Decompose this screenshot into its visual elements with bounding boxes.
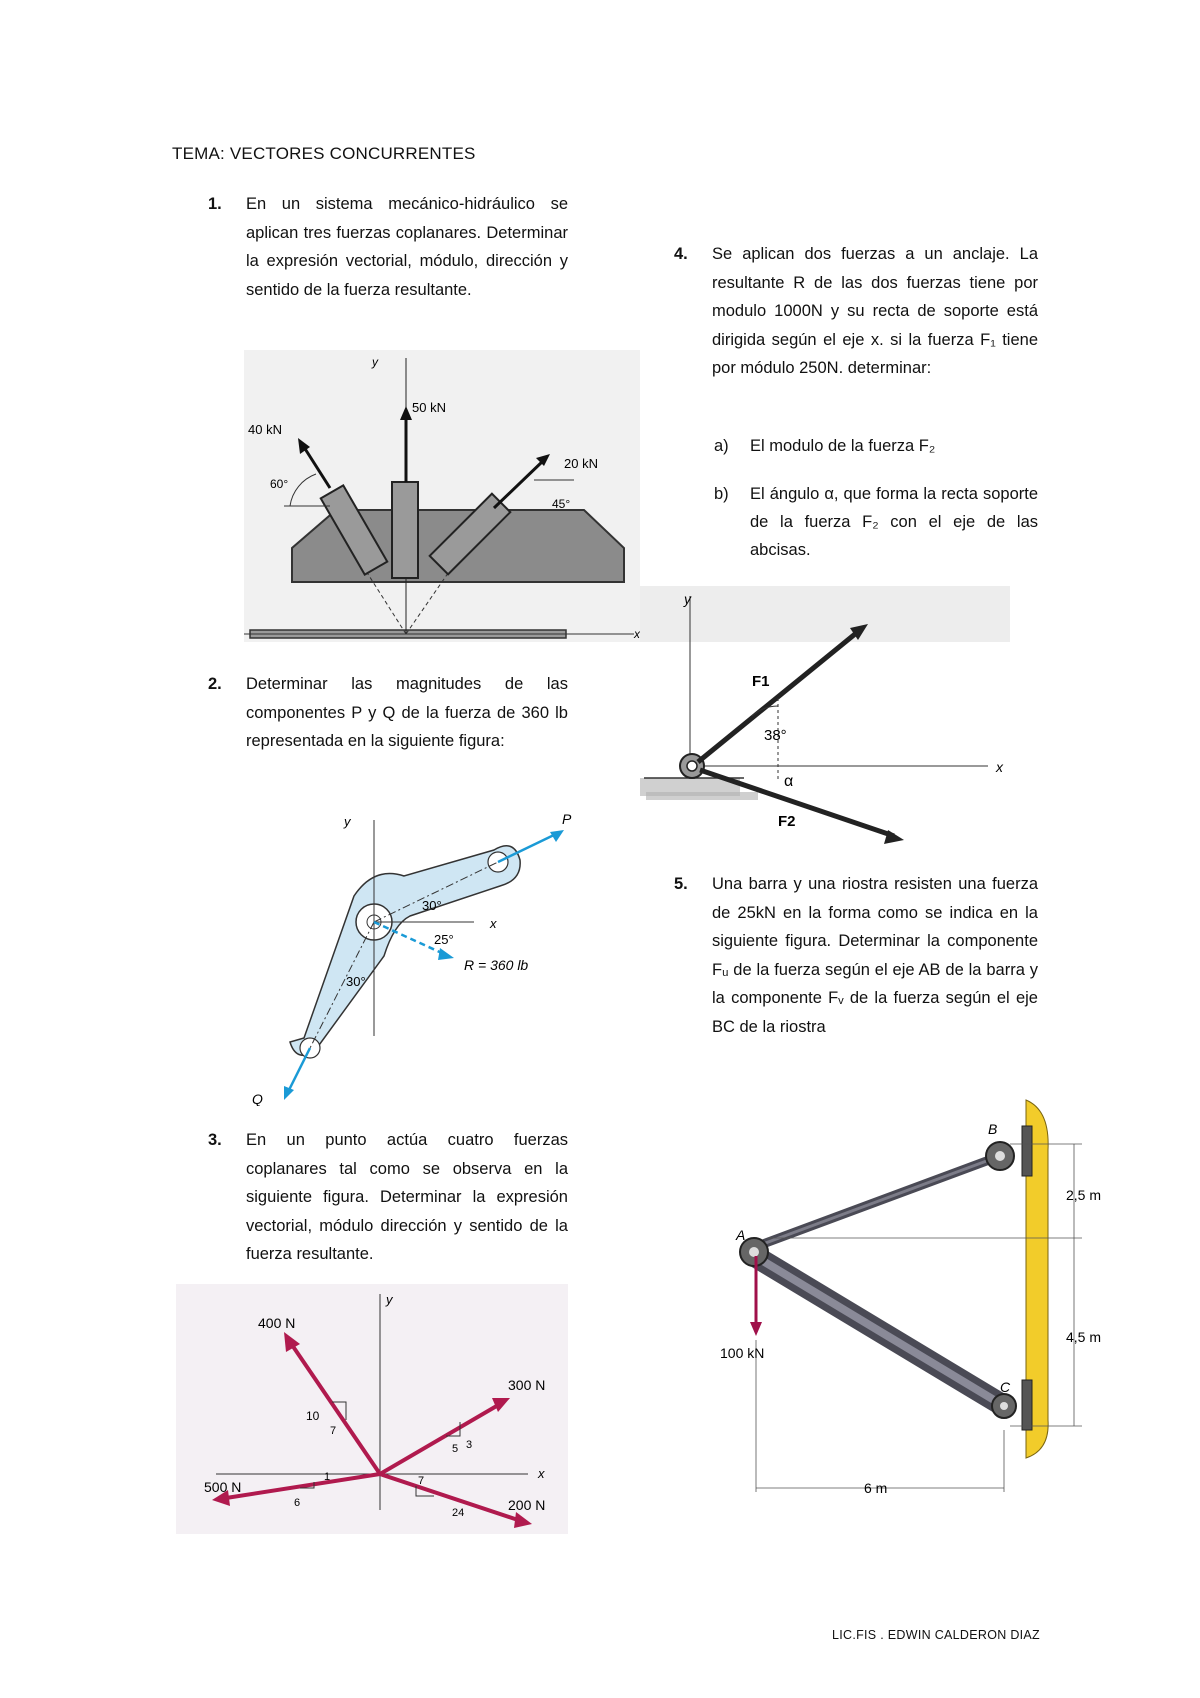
angle-label: 25° <box>434 932 454 947</box>
force-label: 40 kN <box>248 422 282 437</box>
y-axis-label: y <box>386 1292 393 1307</box>
problem-2 <box>208 670 568 756</box>
point-label: A <box>736 1227 746 1243</box>
force-label: Q <box>252 1091 263 1106</box>
force-label: 500 N <box>204 1479 242 1495</box>
figure-5-bar-strut <box>710 1090 1120 1510</box>
problem-4-item-a <box>714 432 1038 460</box>
problem-text: Una barra y una riostra resisten una fuerza de 25kN en la forma como se indica en la siguiente figura. Determinar la componente Fᵤ de la fuerza según el eje AB de la barra y la componente Fᵥ de la fuerza según el eje BC de la riostra <box>712 875 1038 1036</box>
point-label: B <box>988 1121 998 1137</box>
problem-text: En un sistema mecánico-hidráulico se aplican tres fuerzas coplanares. Determinar la expresión vectorial, módulo, dirección y sentido de la fuerza resultante. <box>246 195 568 299</box>
slope-label: 5 <box>452 1443 459 1455</box>
y-axis-label: y <box>372 355 378 369</box>
problem-3 <box>208 1126 568 1269</box>
problem-5 <box>674 870 1038 1041</box>
slope-label: 6 <box>294 1497 301 1509</box>
angle-label: 60° <box>270 477 289 491</box>
problem-text: En un punto actúa cuatro fuerzas coplanares tal como se observa en la siguiente figura. Determinar la expresión vectorial, módulo dirección y sentido de la fuerza resultante. <box>246 1131 568 1263</box>
x-axis-label: x <box>490 916 497 931</box>
force-label: F2 <box>778 813 796 830</box>
force-label: 400 N <box>258 1315 296 1331</box>
item-text: El modulo de la fuerza F₂ <box>750 437 936 455</box>
problem-1 <box>208 190 568 304</box>
x-axis-label: x <box>634 627 640 641</box>
force-label: 300 N <box>508 1377 546 1393</box>
item-text: El ángulo α, que forma la recta soporte de la fuerza F₂ con el eje de las abcisas. <box>750 485 1038 559</box>
alpha-label: α <box>784 773 794 790</box>
problem-text: Se aplican dos fuerzas a un anclaje. La resultante R de las dos fuerzas tiene por modulo 1000N y su recta de soporte está dirigida según el eje x. si la fuerza F₁ tiene por módulo 250N. determinar: <box>712 245 1038 377</box>
angle-label: 30° <box>346 974 366 989</box>
problem-number: 4. <box>674 245 688 263</box>
figure-1-hydraulic-forces <box>244 350 640 642</box>
force-label: 20 kN <box>564 456 598 471</box>
angle-label: 38° <box>764 727 787 744</box>
dimension-label: 4,5 m <box>1066 1329 1102 1345</box>
problem-text: Determinar las magnitudes de las componentes P y Q de la fuerza de 360 lb representada en la siguiente figura: <box>246 675 568 750</box>
x-axis-label: x <box>996 759 1003 775</box>
dimension-label: 6 m <box>864 1480 888 1496</box>
figure-3-four-forces <box>176 1284 568 1534</box>
item-label: b) <box>714 485 729 503</box>
problem-number: 3. <box>208 1131 222 1149</box>
problem-4 <box>674 240 1038 383</box>
point-label: C <box>1000 1379 1011 1395</box>
slope-label: 7 <box>418 1475 425 1487</box>
page-title: TEMA: VECTORES CONCURRENTES <box>172 144 476 163</box>
slope-label: 24 <box>452 1507 465 1519</box>
y-axis-label: y <box>684 591 691 607</box>
slope-label: 1 <box>324 1471 331 1483</box>
force-label: 50 kN <box>412 400 446 415</box>
y-axis-label: y <box>344 814 351 829</box>
angle-label: 45° <box>552 497 571 511</box>
force-label: F1 <box>752 673 770 690</box>
problem-number: 2. <box>208 675 222 693</box>
load-label: 100 kN <box>720 1345 765 1361</box>
angle-label: 30° <box>422 898 442 913</box>
footer-author: LIC.FIS . EDWIN CALDERON DIAZ <box>831 1628 1040 1642</box>
figure-2-link-force <box>244 806 624 1106</box>
force-label: P <box>562 811 572 827</box>
figure-4-anchor-forces <box>640 586 1016 844</box>
dimension-label: 2,5 m <box>1066 1187 1102 1203</box>
item-label: a) <box>714 437 729 455</box>
problem-4-item-b <box>714 480 1038 564</box>
resultant-label: R = 360 lb <box>464 957 529 973</box>
force-label: 200 N <box>508 1497 546 1513</box>
problem-number: 5. <box>674 875 688 893</box>
slope-label: 10 <box>306 1409 320 1423</box>
x-axis-label: x <box>538 1466 545 1481</box>
problem-number: 1. <box>208 195 222 213</box>
slope-label: 3 <box>466 1439 473 1451</box>
slope-label: 7 <box>330 1425 337 1437</box>
